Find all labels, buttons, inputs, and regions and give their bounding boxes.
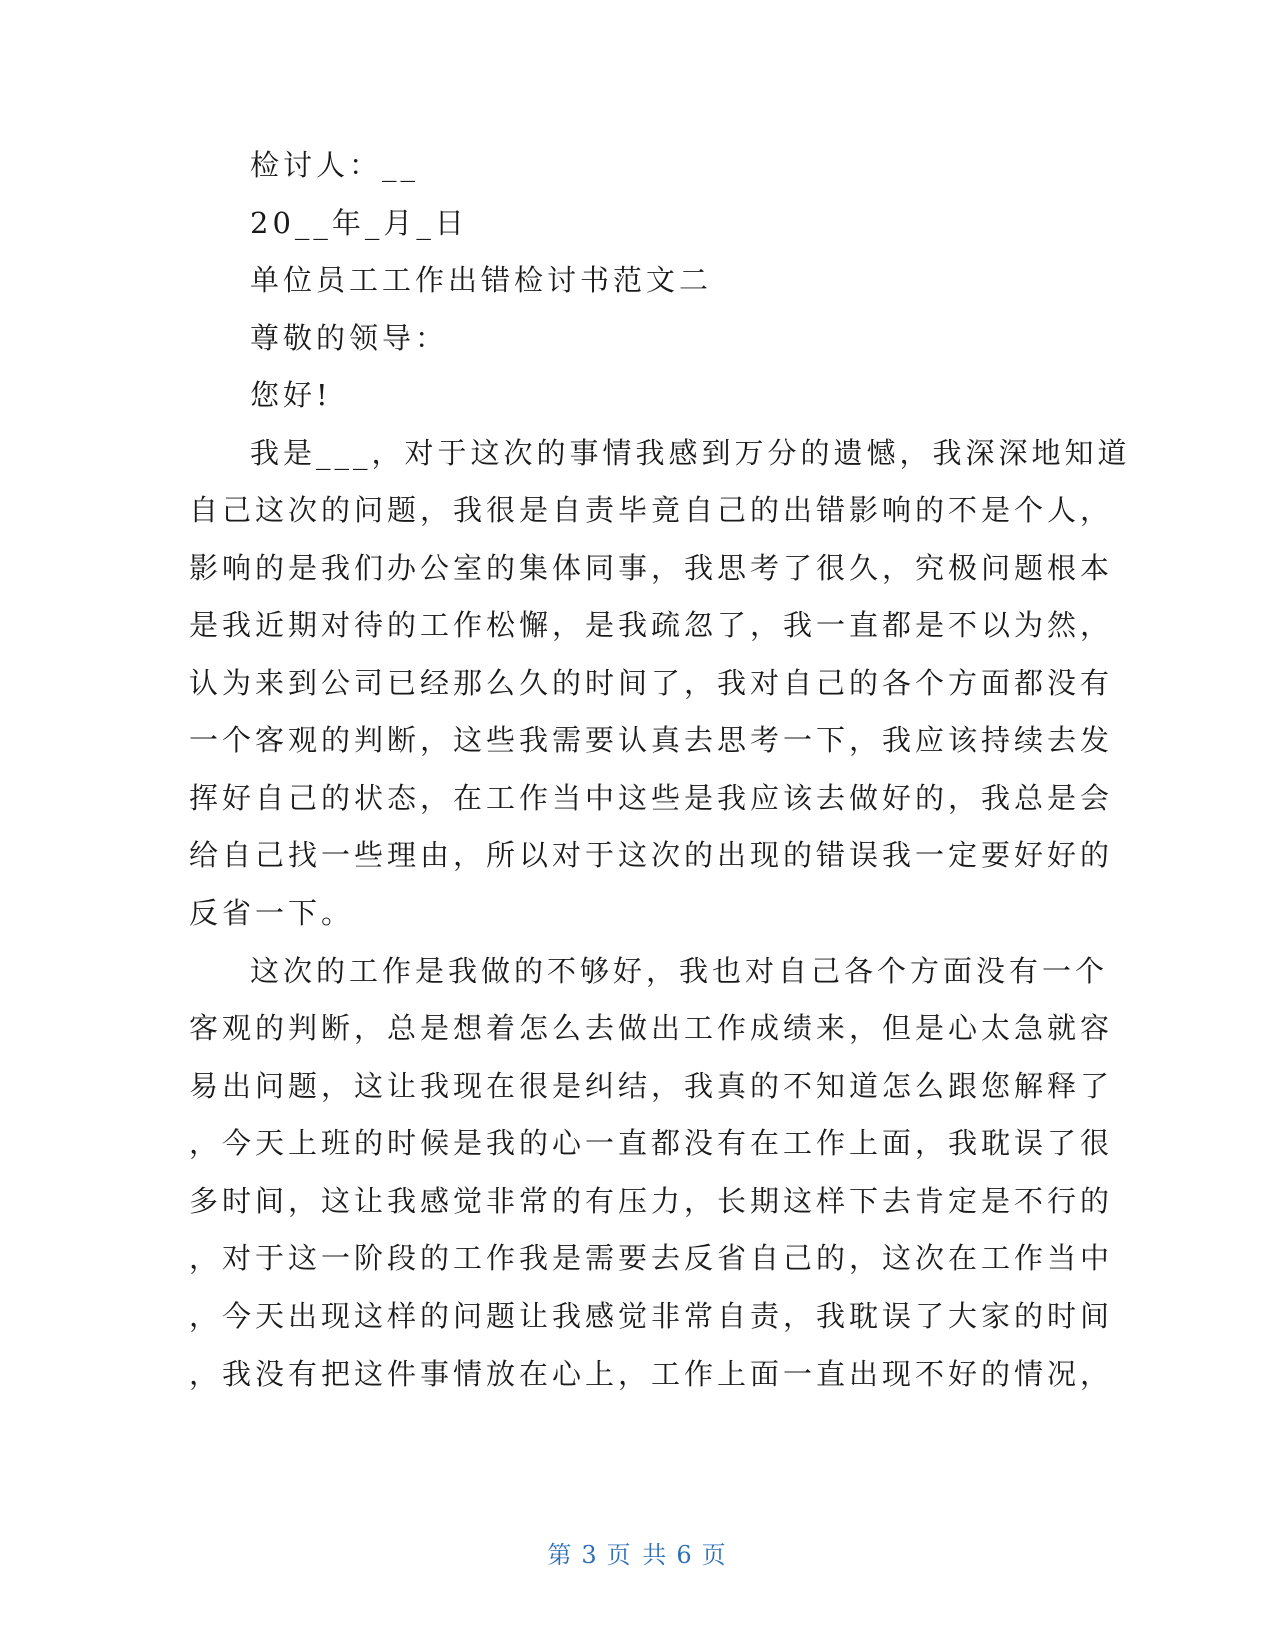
paragraph2-line: ，对于这一阶段的工作我是需要去反省自己的，这次在工作当中 — [189, 1241, 1114, 1275]
paragraph2-line: 客观的判断，总是想着怎么去做出工作成绩来，但是心太急就容 — [189, 1011, 1114, 1045]
paragraph1-line: 给自己找一些理由，所以对于这次的出现的错误我一定要好好的 — [189, 838, 1114, 872]
paragraph2-line: ，我没有把这件事情放在心上，工作上面一直出现不好的情况， — [189, 1357, 1114, 1391]
page-label-mid: 页 共 — [606, 1541, 669, 1569]
paragraph2-line: 多时间，这让我感觉非常的有压力，长期这样下去肯定是不行的 — [189, 1184, 1114, 1218]
paragraph1-line: 自己这次的问题，我很是自责毕竟自己的出错影响的不是个人， — [189, 493, 1114, 527]
page-label-suffix: 页 — [701, 1541, 728, 1569]
paragraph1-line: 认为来到公司已经那么久的时间了，我对自己的各个方面都没有 — [189, 666, 1114, 700]
paragraph2-line: 这次的工作是我做的不够好，我也对自己各个方面没有一个 — [250, 954, 1109, 988]
greeting: 您好! — [250, 378, 332, 412]
paragraph1-line: 挥好自己的状态，在工作当中这些是我应该去做好的，我总是会 — [189, 781, 1114, 815]
section-title: 单位员工工作出错检讨书范文二 — [250, 263, 713, 297]
paragraph2-line: ，今天上班的时候是我的心一直都没有在工作上面，我耽误了很 — [189, 1126, 1114, 1160]
page-label-prefix: 第 — [547, 1541, 574, 1569]
current-page-number: 3 — [581, 1541, 599, 1569]
paragraph1-line: 是我近期对待的工作松懈，是我疏忽了，我一直都是不以为然， — [189, 608, 1114, 642]
page-number-footer — [0, 1535, 1275, 1570]
date-line: 20__年_月_日 — [250, 206, 468, 240]
paragraph1-line: 我是___，对于这次的事情我感到万分的遗憾，我深深地知道 — [250, 436, 1131, 470]
paragraph2-line: ，今天出现这样的问题让我感觉非常自责，我耽误了大家的时间 — [189, 1299, 1114, 1333]
paragraph1-line: 一个客观的判断，这些我需要认真去思考一下，我应该持续去发 — [189, 723, 1114, 757]
paragraph2-line: 易出问题，这让我现在很是纠结，我真的不知道怎么跟您解释了 — [189, 1069, 1114, 1103]
reviewer-line: 检讨人：__ — [250, 148, 420, 182]
paragraph1-line: 影响的是我们办公室的集体同事，我思考了很久，究极问题根本 — [189, 551, 1114, 585]
salutation: 尊敬的领导： — [250, 321, 449, 355]
total-pages-number: 6 — [676, 1541, 694, 1569]
paragraph1-line: 反省一下。 — [189, 896, 355, 930]
